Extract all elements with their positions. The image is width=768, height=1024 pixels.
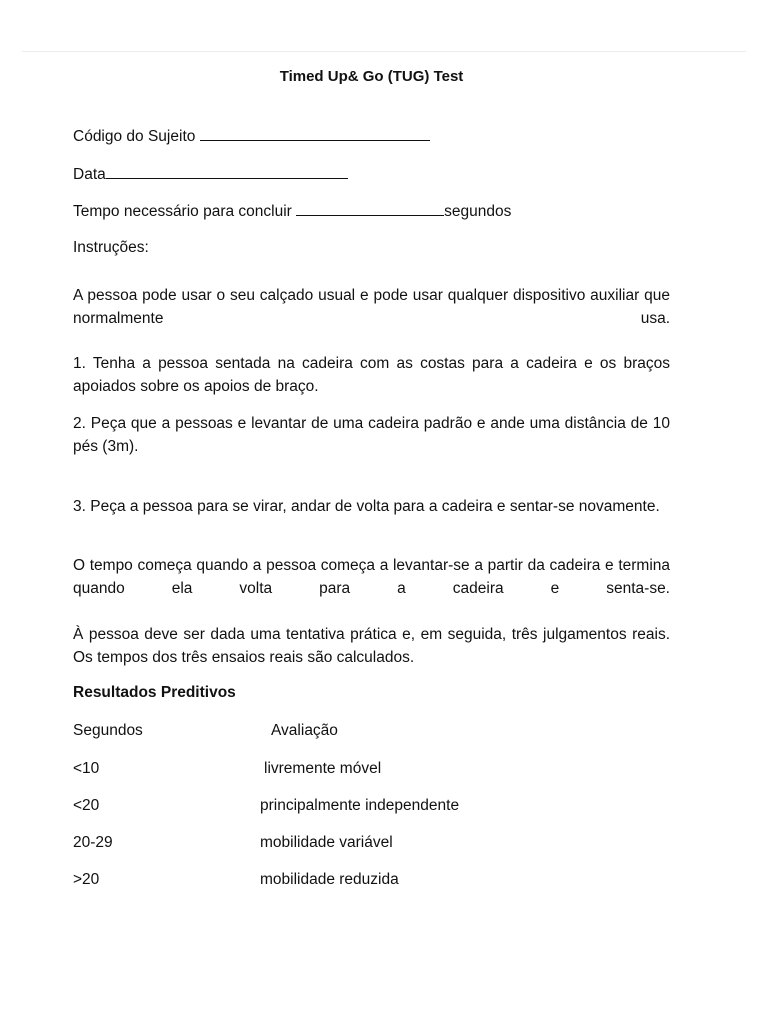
timing-instruction: O tempo começa quando a pessoa começa a levantar-se a partir da cadeira e termina quando ela volta para a cadeira e senta-se. bbox=[73, 557, 670, 597]
time-blank[interactable] bbox=[296, 200, 444, 216]
date-blank[interactable] bbox=[106, 163, 348, 179]
results-row-evaluation: mobilidade reduzida bbox=[260, 871, 399, 888]
time-label: Tempo necessário para concluir bbox=[73, 203, 292, 220]
subject-code-blank[interactable] bbox=[200, 125, 430, 141]
results-row-seconds: <10 bbox=[73, 760, 100, 777]
trials-instruction: À pessoa deve ser dada uma tentativa prática e, em seguida, três julgamentos reais. Os tempos dos três ensaios reais são calculados. bbox=[73, 626, 670, 666]
instructions-heading: Instruções: bbox=[73, 239, 149, 256]
time-field bbox=[73, 200, 511, 223]
results-row-evaluation: principalmente independente bbox=[260, 797, 460, 814]
instruction-step-1: 1. Tenha a pessoa sentada na cadeira com as costas para a cadeira e os braços apoiados sobre os apoios de braço. bbox=[73, 355, 670, 395]
time-unit: segundos bbox=[444, 203, 512, 220]
subject-code-label: Código do Sujeito bbox=[73, 128, 196, 145]
page-top-rule bbox=[22, 51, 746, 52]
evaluation-column-header: Avaliação bbox=[271, 722, 338, 739]
seconds-column-header: Segundos bbox=[73, 722, 143, 739]
document-title: Timed Up& Go (TUG) Test bbox=[279, 68, 464, 85]
results-row-seconds: >20 bbox=[73, 871, 100, 888]
date-field bbox=[73, 163, 348, 186]
results-row-evaluation: livremente móvel bbox=[264, 760, 382, 777]
results-row-seconds: 20-29 bbox=[73, 834, 113, 851]
instructions-intro: A pessoa pode usar o seu calçado usual e pode usar qualquer dispositivo auxiliar que normalmente usa. bbox=[73, 287, 670, 327]
results-heading: Resultados Preditivos bbox=[73, 684, 236, 701]
instruction-step-2: 2. Peça que a pessoas e levantar de uma cadeira padrão e ande uma distância de 10 pés (3m). bbox=[73, 415, 670, 455]
date-label: Data bbox=[73, 166, 106, 183]
subject-code-field bbox=[73, 125, 430, 148]
results-row-seconds: <20 bbox=[73, 797, 100, 814]
results-row-evaluation: mobilidade variável bbox=[260, 834, 393, 851]
instruction-step-3: 3. Peça a pessoa para se virar, andar de volta para a cadeira e sentar-se novamente. bbox=[73, 498, 660, 515]
